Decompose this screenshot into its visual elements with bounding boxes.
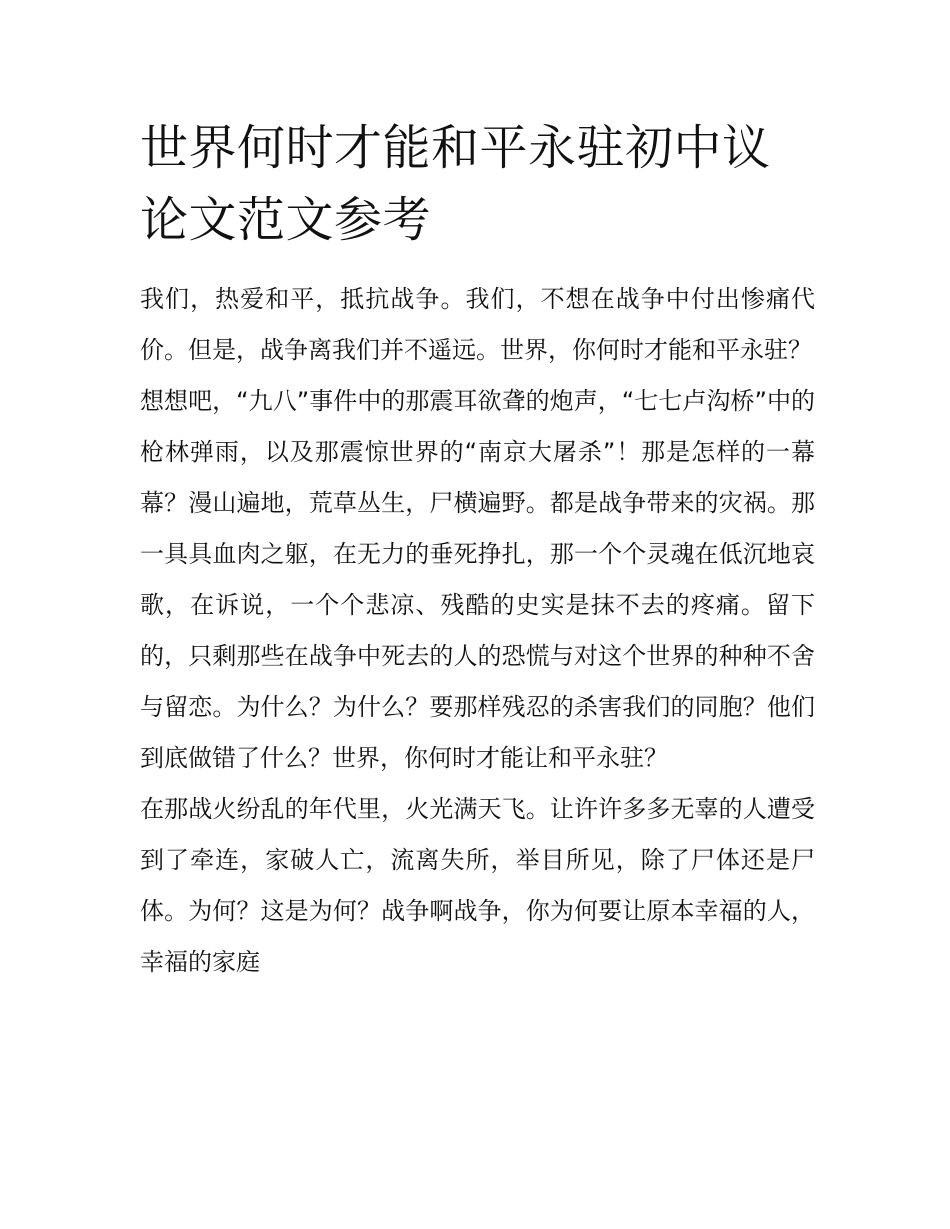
paragraph-2: 想想吧，“九八”事件中的那震耳欲聋的炮声，“七七卢沟桥”中的枪林弹雨，以及那震惊世界的“南京大屠杀”！那是怎样的一幕幕？漫山遍地，荒草丛生，尸横遍野。都是战争带来的灾祸。那一具具血肉之躯，在无力的垂死挣扎，那一个个灵魂在低沉地哀歌，在诉说，一个个悲凉、残酷的史实是抹不去的疼痛。留下的，只剩那些在战争中死去的人的恐慌与对这个世界的种种不舍与留恋。为什么？为什么？要那样残忍的杀害我们的同胞？他们到底做错了什么？世界，你何时才能让和平永驻？ [140, 387, 815, 772]
paragraph-1: 我们，热爱和平，抵抗战争。我们，不想在战争中付出惨痛代价。但是，战争离我们并不遥远。世界，你何时才能和平永驻？ [140, 285, 815, 364]
document-content [140, 112, 815, 988]
document-body [140, 274, 815, 988]
paragraph-3: 在那战火纷乱的年代里，火光满天飞。让许许多多无辜的人遭受到了牵连，家破人亡，流离失所，举目所见，除了尸体还是尸体。为何？这是为何？战争啊战争，你为何要让原本幸福的人，幸福的家庭 [140, 795, 815, 976]
document-title: 世界何时才能和平永驻初中议论文范文参考 [140, 120, 771, 248]
